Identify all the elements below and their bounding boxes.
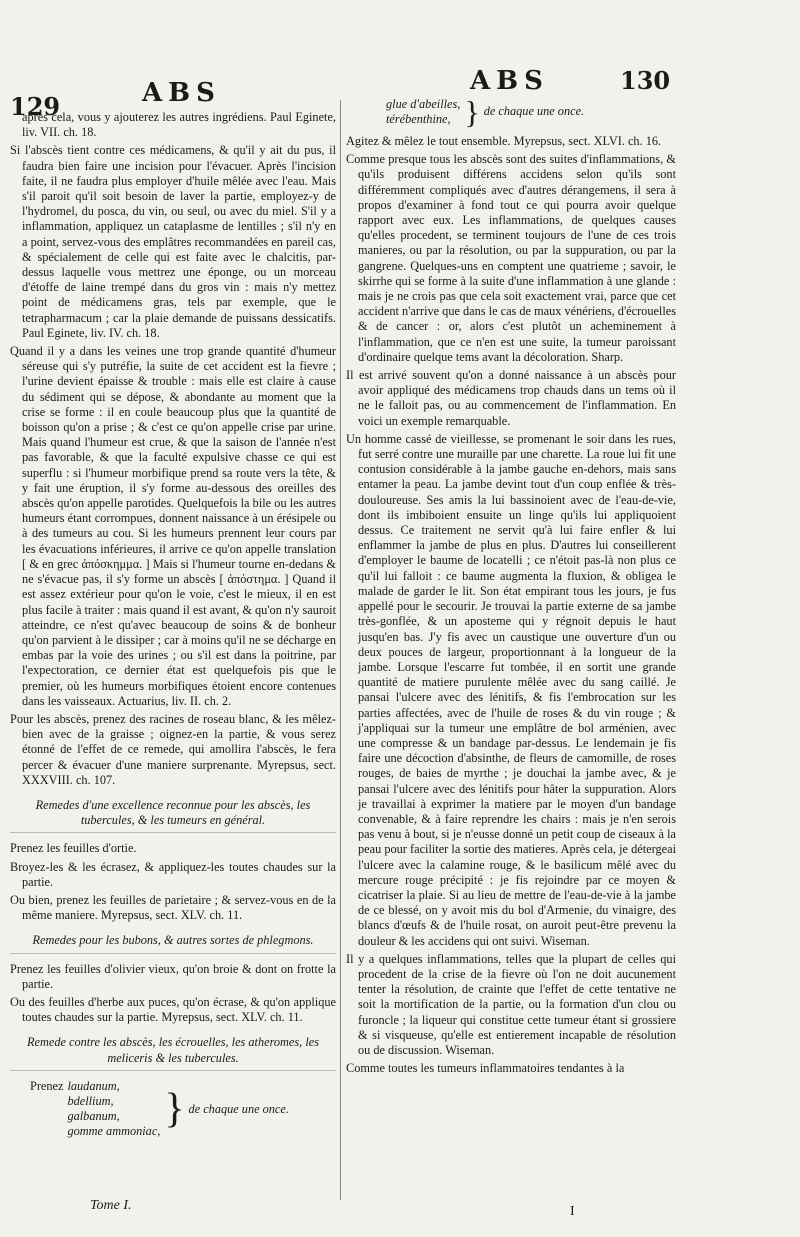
paragraph: Comme toutes les tumeurs inflammatoires tendantes à la: [346, 1061, 625, 1076]
paragraph: Broyez-les & les écrasez, & appliquez-les toutes chaudes sur la partie.: [10, 859, 336, 889]
recipe-dose: de chaque une once.: [483, 104, 585, 119]
recipe-list: [30, 1079, 336, 1140]
paragraph: Ou des feuilles d'herbe aux puces, qu'on écrase, & qu'on applique toutes chaudes sur la partie. Myrepsus, sect. XLV. ch. 11.: [10, 994, 336, 1025]
paragraph: Quand il y a dans les veines une trop grande quantité d'humeur séreuse qui s'y putréfie, la suite de cet accident est la fievre ; l'urine devient épaisse & trouble : mais elle est claire à cause du sédiment qui se dépose, & abondante au moment que la crise se forme : il en coule beaucoup plus que la quantité de boisson qu'on a prise ; & c'est ce qu'on appelle crise par urine. Mais quand l'humeur est crue, & que la saison de l'année n'est pas favorable, & que la faculté expulsive chasse ce qui est superflu : si l'humeur morbifique prend sa route vers la tête, & y fait une éruption, il s'y forme au-dessous des oreilles des abscès qu'on appelle parotides. Quelquefois la bile ou les autres humeurs étant corrompues, donnent naissance à un érésipele ou à des tumeurs au cou. Si les humeurs prennent leur cours par les évacuations inférieures, il arrive ce qu'on appelle translation [ & en grec ἀπόσκημμα. ] Mais si l'humeur tourne en-dedans & ne s'évacue pas, il s'y forme un abscès [ ἀπόστημα. ] Quand il est assez extérieur pour qu'on le voie, c'est le mieux, il en est plus facile à traiter : mais quand il est avant, & qu'on n'y sauroit atteindre, ce n'est qu'avec beaucoup de soins & de bonheur qu'on parvient à le dissiper ; car à moins qu'il ne se décharge en embas par la voie des urines ; ou s'il est dans la poitrine, par l'expectoration, ce dernier état est quelquefois pis que le premier, où les humeurs morbifiques étoient encore contenues dans les vaisseaux. Actuarius, liv. II. ch. 2.: [10, 344, 336, 708]
recipe-item: bdellium,: [67, 1093, 114, 1108]
section-heading: Remedes d'une excellence reconnue pour les abscès, les tubercules, & les tumeurs en général.: [10, 798, 336, 833]
recipe-item: gomme ammoniac,: [67, 1124, 161, 1139]
column-divider: [340, 100, 341, 1200]
recipe-items: [67, 1079, 160, 1140]
paragraph: Pour les abscès, prenez des racines de roseau blanc, & les mêlez-bien avec de la graisse ; oignez-en la partie, & vous serez étonné de l'effet de ce remede, qui amollira l'abscès, le fera percer & évacuer d'une maniere surprenante. Myrepsus, sect. XXXVIII. ch. 107.: [10, 711, 336, 787]
left-column: [10, 110, 336, 1140]
brace-icon: }: [464, 94, 480, 130]
recipe-item: glue d'abeilles,: [386, 96, 461, 111]
volume-footer: Tome I.: [90, 1198, 132, 1213]
paragraph: Agitez & mêlez le tout ensemble. Myrepsus, sect. XLVI. ch. 16.: [346, 134, 662, 148]
recipe-prefix: Prenez: [30, 1078, 64, 1093]
right-running-head: ABS: [470, 66, 549, 96]
paragraph: Il y a quelques inflammations, telles que la plupart de celles qui procedent de la crise de la fievre où l'on ne doit aucunement tenter la résolution, de crainte que l'effet de cette tentative ne soit la mortification de la partie, ou la formation d'un clou ou furoncle ; la liqueur qui constitue cette tumeur étant si grossiere & si visqueuse, qu'elle est entierement incapable de résolution ou de discussion. Wiseman.: [346, 951, 676, 1057]
signature-mark: I: [570, 1204, 575, 1219]
recipe-dose: de chaque une once.: [188, 1101, 289, 1116]
paragraph: Prenez les feuilles d'olivier vieux, qu'on broie & dont on frotte la partie.: [10, 961, 336, 991]
paragraph: après cela, vous y ajouterez les autres ingrédiens. Paul Eginete, liv. VII. ch. 18.: [22, 110, 336, 140]
section-heading: Remede contre les abscès, les écrouelles, les atheromes, les meliceris & les tubercules.: [10, 1035, 336, 1070]
paragraph: Si l'abscès tient contre ces médicamens, & qu'il y ait du pus, il faudra bien faire une incision pour l'évacuer. Après l'incision faite, il ne faudra plus employer d'huile mêlée avec l'eau. Mais s'il paroit qu'il soit besoin de laver la partie, employez-y de l'hydromel, du posca, du vin, ou seul, ou avec du miel. S'il y a inflammation, appliquez un cataplasme de lentilles ; s'il n'y en a point, servez-vous des emplâtres recommandées en pareil cas, & spécialement de celle qui est faite avec le chalcitis, par-dessus laquelle vous mettrez une éponge, ou un morceau d'étoffe de laine trempé dans du gros vin : mais n'y mettez point de médicamens gras, tels par exemple, que le tetrapharmacum ; car la plaie demande de puissans dessicatifs. Paul Eginete, liv. IV. ch. 18.: [10, 143, 336, 340]
left-page-number: 129: [10, 92, 61, 121]
recipe-items: [386, 97, 460, 127]
right-page-number: 130: [620, 66, 671, 95]
brace-icon: }: [164, 1086, 185, 1133]
recipe-item: térébenthine,: [386, 112, 451, 126]
paragraph: Prenez les feuilles d'ortie.: [10, 841, 137, 856]
paragraph: Ou bien, prenez les feuilles de parietaire ; & servez-vous en de la même maniere. Myrepsus, sect. XLV. ch. 11.: [10, 892, 336, 923]
section-heading: Remedes pour les bubons, & autres sortes de phlegmons.: [10, 933, 336, 953]
right-column: [346, 96, 676, 1079]
recipe-item: galbanum,: [67, 1109, 120, 1124]
recipe-list: [386, 96, 676, 128]
left-running-head: ABS: [142, 78, 221, 108]
paragraph: Il est arrivé souvent qu'on a donné naissance à un abscès pour avoir appliqué des médicamens trop chauds dans un tems où il ne le falloit pas, ou au commencement de l'inflammation. En voici un exemple remarquable.: [346, 368, 676, 428]
paragraph: Comme presque tous les abscès sont des suites d'inflammations, & qu'ils produisent différens accidens selon qu'ils sont différemment compliqués avec d'autres dérangemens, il sera à propos d'examiner à fond tout ce qui pourra avoir quelque rapport avec eux. Les inflammations, de quelques causes qu'elles procedent, se terminent toujours de l'une de ces trois manieres, ou par la résolution, ou par la suppuration, ou par la gangrene. Quelques-uns en comptent une quatrieme ; savoir, le skirrhe qui se forme à la suite d'une inflammation à une glande : mais je ne crois pas que cela soit exactement vrai, parce que cet accident n'arrive que dans le cas de maux vénériens, d'écrouelles & de cancer : or, alors c'est plutôt un acheminement à l'inflammation, que ce n'en est une suite, la tumeur paroissant d'ordinaire quelque tems avant la décoloration. Sharp.: [346, 152, 676, 364]
recipe-item: laudanum,: [67, 1078, 120, 1093]
paragraph: Un homme cassé de vieillesse, se promenant le soir dans les rues, fut serré contre une muraille par une charette. La roue lui fit une contusion considérable à la jambe gauche en-dehors, mais sans entamer la peau. La jambe devint tout d'un coup enflée & très-douloureuse. Ses amis la lui bassinoient avec de l'eau-de-vie, dont ils imbiboient ensuite un linge qu'ils lui appliquoient dessus. Ce traitement ne servit qu'à lui faire enfler & lui enflammer la jambe de plus en plus. D'autres lui conseillerent d'employer le baume de locatelli ; ce n'étoit pas-là non plus ce qu'il lui falloit : ce baume augmenta la fluxion, & obligea le malade de garder le lit. Son état empirant tous les jours, je fus appellé pour le secourir. Je trouvai la partie externe de sa jambe très-gonflée, & un aposteme qui y régnoit depuis le haut jusqu'en bas. J'y fis avec un caustique une ouverture d'un ou deux pouces de largeur, proportionnant à la longueur de la jambe. Lorsque l'escarre fut tombée, il en sortit une grande quantité de matiere purulente mêlée avec du sang caillé. Je pansai l'ulcere avec des lénitifs, & fis l'embrocation sur les parties affectées, avec de l'huile de roses & du vin rouge ; & j'appliquai sur la tumeur une emplâtre de bol arménien, avec une compresse & un bandage par-dessus. Le lendemain je fis faire une décoction d'absinthe, de fleurs de camomille, de roses rouges, de baies de myrthe ; je douchai la jambe avec, & je pansai l'ulcere avec des lénitifs pour hâter la suppuration. Alors je travaillai à exprimer la matiere par le moyen d'un bandage convenable, & à faire reprendre les chairs : mais je n'en serois pas venu à bout, si je n'eusse donné un petit coup de ciseaux à la peau pour faciliter la sortie des matieres. Après cela, je détergeai l'ulcere avec la calamine rouge, & le basilicum mêlé avec du mercure rouge précipité : je fis rejoindre par ce moyen & cicatriser la plaie. Si au lieu de mettre de l'eau-de-vie à la jambe de ce blessé, on y avoit mis du bol d'Armenie, du vinaigre, des blancs d'œufs & de l'huile rosat, on auroit peut-être prevenu la douleur & les accidens qui ont suivi. Wiseman.: [346, 431, 676, 948]
